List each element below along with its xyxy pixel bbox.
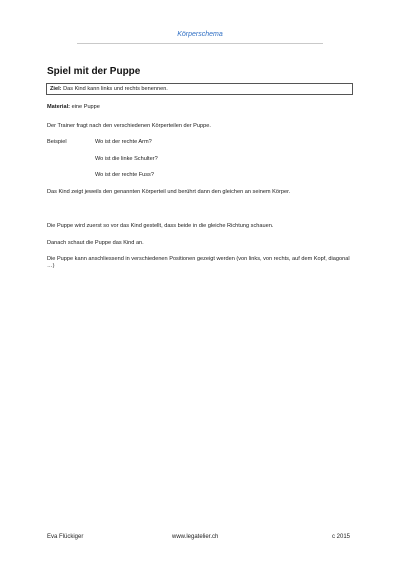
paragraph: Danach schaut die Puppe das Kind an. [47,240,144,246]
paragraph: Die Puppe kann anschliessend in verschiedenen Positionen gezeigt werden (von links, von rechts, auf dem Kopf, diagonal …) [47,256,350,269]
material-label: Material: [47,104,71,110]
material-text: eine Puppe [71,104,100,110]
example-question: Wo ist die linke Schulter? [95,156,158,162]
goal-label: Ziel: [50,86,62,92]
footer-author: Eva Flückiger [47,534,84,540]
header-title: Körperschema [177,31,223,38]
footer-copyright: c 2015 [332,534,351,540]
after-example-text: Das Kind zeigt jeweils den genannten Körperteil und berührt dann den gleichen an seinem Körper. [47,189,291,195]
intro-text: Der Trainer fragt nach den verschiedenen Körperteilen der Puppe. [47,123,211,129]
header-divider [77,43,323,44]
example-label: Beispiel [47,139,67,145]
material-line [47,104,100,111]
goal-box [46,83,353,95]
goal-text: Das Kind kann links und rechts benennen. [63,86,168,92]
page-title: Spiel mit der Puppe [47,66,141,77]
footer-website: www.legatelier.ch [172,534,219,540]
example-question: Wo ist der rechte Fuss? [95,172,154,178]
example-question: Wo ist der rechte Arm? [95,139,152,145]
paragraph: Die Puppe wird zuerst so vor das Kind gestellt, dass beide in die gleiche Richtung schauen. [47,223,274,229]
